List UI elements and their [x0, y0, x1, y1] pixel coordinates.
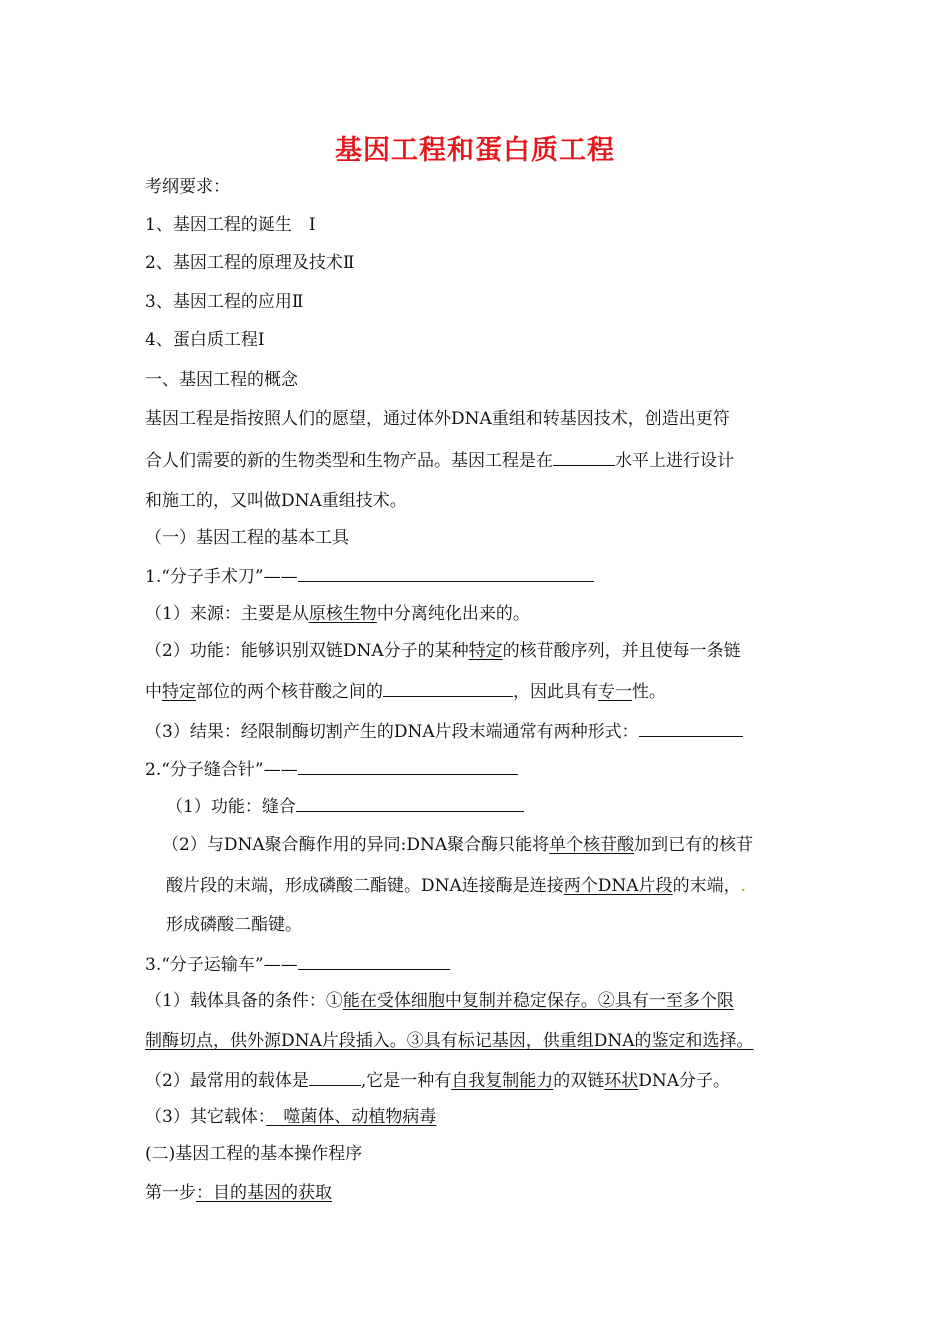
subsection-heading: （一）基因工程的基本工具 — [145, 528, 349, 548]
text: （3）结果：经限制酶切割产生的DNA片段末端通常有两种形式： — [145, 722, 639, 742]
text: 部位的两个核苷酸之间的 — [196, 682, 383, 702]
text: 2.“分子缝合针”—— — [145, 760, 298, 780]
underlined-text: 特定 — [162, 682, 196, 702]
paragraph-line — [145, 1180, 332, 1206]
text: 酸片段的末端，形成磷酸二酯键。DNA连接酶是连接 — [166, 876, 564, 896]
text: ，因此具有 — [513, 682, 598, 702]
tool-label — [145, 756, 518, 783]
paragraph-line — [145, 1104, 436, 1130]
paragraph-line — [166, 873, 746, 899]
paragraph-line: 形成磷酸二酯键。 — [166, 915, 302, 935]
syllabus-item: 3、基因工程的应用Ⅱ — [145, 292, 304, 312]
underlined-text: 两个DNA片段 — [563, 876, 673, 896]
text: 性。 — [632, 682, 666, 702]
page-title: 基因工程和蛋白质工程 — [335, 135, 615, 166]
paragraph-line: 基因工程是指按照人们的愿望，通过体外DNA重组和转基因技术，创造出更符 — [145, 409, 730, 429]
paragraph-line: 和施工的，又叫做DNA重组技术。 — [145, 491, 407, 511]
text: 的核苷酸序列，并且使每一条链 — [502, 641, 741, 661]
text: 3.“分子运输车”—— — [145, 955, 298, 975]
paragraph-line — [145, 638, 741, 664]
text: （3）其它载体： — [145, 1107, 267, 1127]
tool-label — [145, 563, 594, 590]
fill-blank[interactable] — [309, 1067, 361, 1086]
paragraph-line — [145, 1067, 730, 1094]
text: 第一步 — [145, 1183, 196, 1203]
paragraph-line — [145, 601, 530, 627]
syllabus-item: 1、基因工程的诞生 Ⅰ — [145, 215, 316, 235]
text: （1）来源：主要是从 — [145, 604, 309, 624]
text: （2）功能：能够识别双链DNA分子的某种 — [145, 641, 469, 661]
text: 的双链 — [553, 1071, 605, 1091]
paragraph-line — [166, 793, 524, 820]
underlined-text: 制酶切点，供外源DNA片段插入。③具有标记基因，供重组DNA的鉴定和选择。 — [145, 1031, 754, 1051]
underlined-text: 单个核苷酸 — [549, 835, 635, 855]
underlined-text: 噬菌体、动植物病毒 — [266, 1107, 437, 1127]
text: 中分离纯化出来的。 — [376, 604, 530, 624]
paragraph-line — [162, 832, 753, 858]
tool-label — [145, 951, 450, 978]
syllabus-item: 4、蛋白质工程Ⅰ — [145, 330, 265, 350]
text: ,它是一种有 — [360, 1071, 452, 1091]
text: 中 — [145, 682, 162, 702]
text: DNA分子。 — [638, 1071, 731, 1091]
text: 合人们需要的新的生物类型和生物产品。基因工程是在 — [145, 451, 553, 471]
fill-blank[interactable] — [383, 678, 513, 697]
fill-blank[interactable] — [639, 718, 743, 737]
underlined-text: 环状 — [604, 1071, 639, 1091]
paragraph-line — [145, 678, 666, 705]
fill-blank[interactable] — [553, 447, 615, 466]
text: 水平上进行设计 — [615, 451, 734, 471]
text: 的末端， — [672, 876, 741, 896]
text: （2）与DNA聚合酶作用的异同:DNA聚合酶只能将 — [162, 835, 550, 855]
text: （1）功能：缝合 — [166, 797, 296, 817]
paragraph-line — [145, 718, 743, 745]
underlined-text: 能在受体细胞中复制并稳定保存。②具有一至多个限 — [342, 991, 734, 1011]
subsection-heading: (二)基因工程的基本操作程序 — [145, 1144, 363, 1164]
underlined-text: ：目的基因的获取 — [196, 1183, 332, 1203]
text: 加到已有的核苷 — [634, 835, 754, 855]
fill-blank[interactable] — [298, 563, 594, 582]
underlined-text: 自我复制能力 — [451, 1071, 554, 1091]
underlined-text: 专一 — [598, 682, 632, 702]
paragraph-line — [145, 988, 734, 1014]
syllabus-heading: 考纲要求： — [145, 177, 230, 197]
stray-mark: . — [740, 876, 746, 896]
syllabus-item: 2、基因工程的原理及技术Ⅱ — [145, 253, 355, 273]
fill-blank[interactable] — [298, 756, 518, 775]
fill-blank[interactable] — [298, 951, 450, 970]
underlined-text: 特定 — [468, 641, 503, 661]
paragraph-line — [145, 1028, 754, 1054]
paragraph-line — [145, 447, 734, 474]
section-heading: 一、基因工程的概念 — [145, 370, 298, 390]
text: （2）最常用的载体是 — [145, 1071, 309, 1091]
text: （1）载体具备的条件：① — [145, 991, 343, 1011]
text: 1.“分子手术刀”—— — [145, 567, 298, 587]
underlined-text: 原核生物 — [308, 604, 377, 624]
fill-blank[interactable] — [296, 793, 524, 812]
